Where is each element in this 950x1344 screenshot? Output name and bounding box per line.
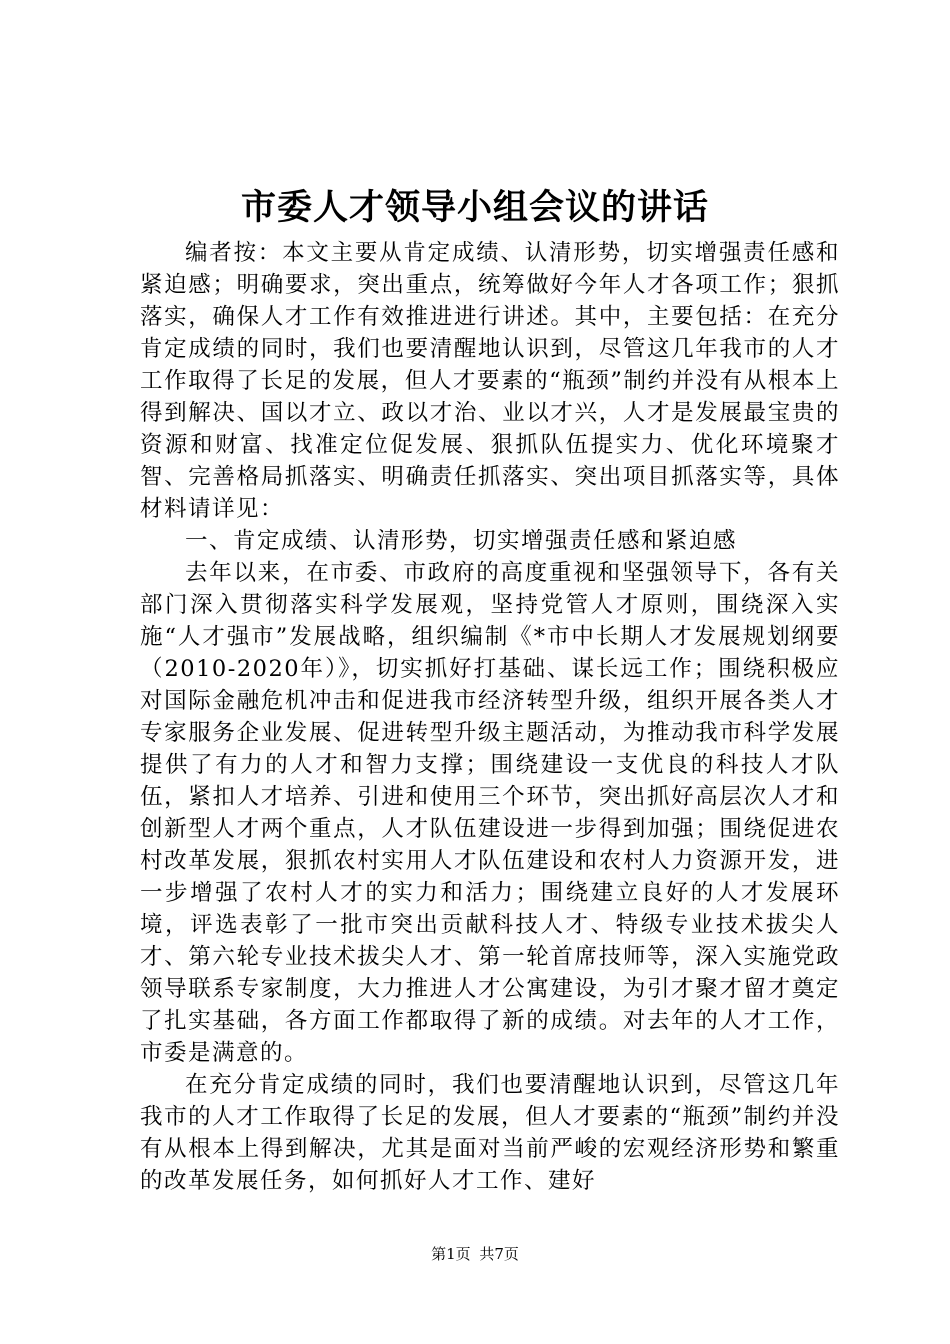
body-paragraph-2: 在充分肯定成绩的同时，我们也要清醒地认识到，尽管这几年我市的人才工作取得了长足的发展，但人才要素的“瓶颈”制约并没有从根本上得到解决，尤其是面对当前严峻的宏观经济形势和繁重的改革发展任务，如何抓好人才工作、建好 xyxy=(140,1072,840,1194)
section-heading: 一、肯定成绩、认清形势，切实增强责任感和紧迫感 xyxy=(185,528,738,554)
document-body xyxy=(140,237,840,1197)
page-number: 第1页 xyxy=(431,1245,471,1263)
page-footer xyxy=(0,1242,950,1266)
document-title: 市委人才领导小组会议的讲话 xyxy=(240,187,709,228)
editor-note-paragraph: 编者按：本文主要从肯定成绩、认清形势，切实增强责任感和紧迫感；明确要求，突出重点，统筹做好今年人才各项工作；狠抓落实，确保人才工作有效推进进行讲述。其中，主要包括：在充分肯定成绩的同时，我们也要清醒地认识到，尽管这几年我市的人才工作取得了长足的发展，但人才要素的“瓶颈”制约并没有从根本上得到解决、国以才立、政以才治、业以才兴，人才是发展最宝贵的资源和财富、找准定位促发展、狠抓队伍提实力、优化环境聚才智、完善格局抓落实、明确责任抓落实、突出项目抓落实等，具体材料请详见： xyxy=(140,240,840,522)
page-total: 共7页 xyxy=(479,1245,519,1263)
body-paragraph-1: 去年以来，在市委、市政府的高度重视和坚强领导下，各有关部门深入贯彻落实科学发展观，坚持党管人才原则，围绕深入实施“人才强市”发展战略，组织编制《*市中长期人才发展规划纲要（2010-2020年）》，切实抓好打基础、谋长远工作；围绕积极应对国际金融危机冲击和促进我市经济转型升级，组织开展各类人才专家服务企业发展、促进转型升级主题活动，为推动我市科学发展提供了有力的人才和智力支撑；围绕建设一支优良的科技人才队伍，紧扣人才培养、引进和使用三个环节，突出抓好高层次人才和创新型人才两个重点，人才队伍建设进一步得到加强；围绕促进农村改革发展，狠抓农村实用人才队伍建设和农村人力资源开发，进一步增强了农村人才的实力和活力；围绕建立良好的人才发展环境，评选表彰了一批市突出贡献科技人才、特级专业技术拔尖人才、第六轮专业技术拔尖人才、第一轮首席技师等，深入实施党政领导联系专家制度，大力推进人才公寓建设，为引才聚才留才奠定了扎实基础，各方面工作都取得了新的成绩。对去年的人才工作，市委是满意的。 xyxy=(140,560,840,1066)
